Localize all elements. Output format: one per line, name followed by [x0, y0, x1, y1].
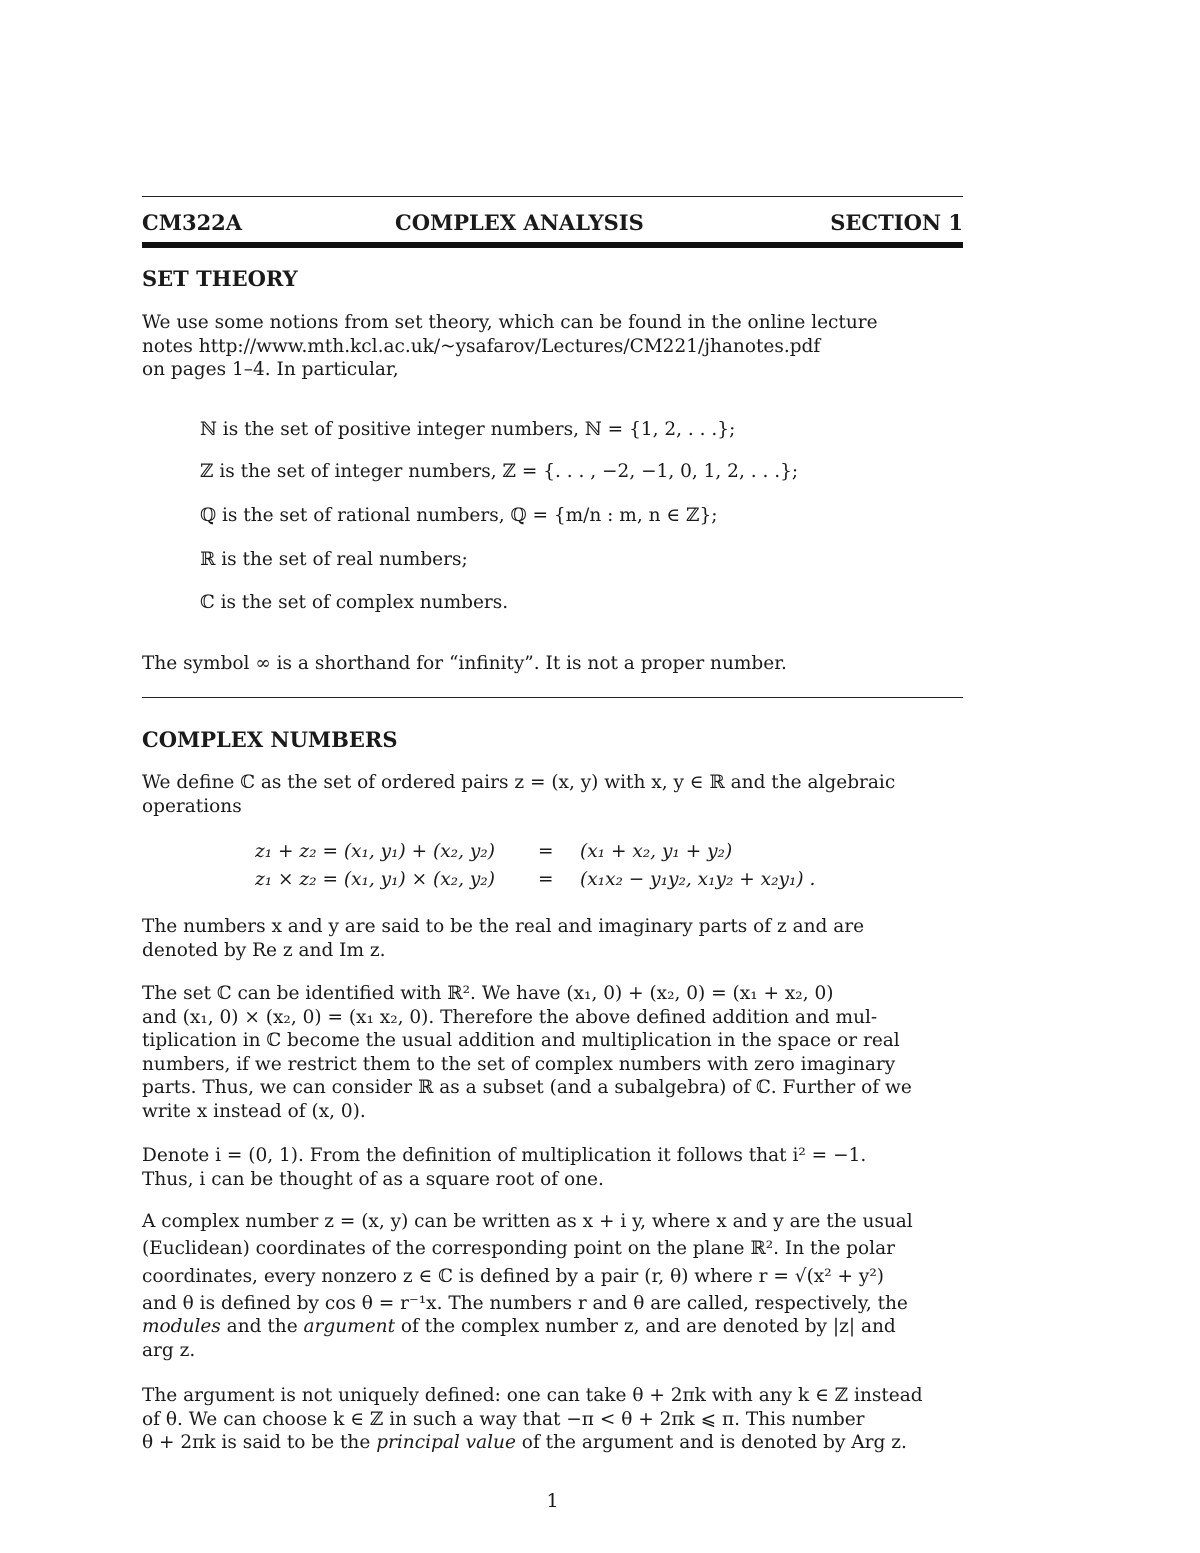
identification-line: and (x₁, 0) × (x₂, 0) = (x₁ x₂, 0). Therefore the above defined addition and mul- — [142, 1006, 878, 1028]
equals-sign: = — [538, 841, 554, 862]
argument-paragraph — [142, 1384, 963, 1455]
course-code: CM322A — [142, 210, 243, 235]
imaginary-unit-line: Denote i = (0, 1). From the definition of multiplication it follows that i² = −1. — [142, 1145, 867, 1166]
section-divider — [142, 697, 963, 698]
infinity-note: The symbol ∞ is a shorthand for “infinity”. It is not a proper number. — [142, 653, 787, 674]
complex-numbers-heading: COMPLEX NUMBERS — [142, 727, 398, 752]
page-number: 1 — [546, 1490, 559, 1512]
header-rule — [142, 242, 963, 248]
complex-definition — [142, 771, 963, 818]
polar-text: of the complex number z, and are denoted by |z| and — [395, 1316, 896, 1337]
principal-value-term: principal value — [376, 1432, 516, 1453]
equals-sign: = — [538, 869, 554, 890]
multiplication-lhs: z₁ × z₂ = (x₁, y₁) × (x₂, y₂) — [255, 869, 495, 890]
identification-line: numbers, if we restrict them to the set of complex numbers with zero imaginary — [142, 1053, 896, 1075]
page-header — [142, 210, 963, 240]
intro-line: on pages 1–4. In particular, — [142, 359, 399, 380]
argument-line: of θ. We can choose k ∈ ℤ in such a way that −π < θ + 2πk ⩽ π. This number — [142, 1408, 865, 1430]
addition-rhs: (x₁ + x₂, y₁ + y₂) — [580, 841, 733, 862]
polar-text: and the — [220, 1316, 304, 1337]
identification-paragraph — [142, 982, 963, 1123]
polar-paragraph — [142, 1210, 963, 1362]
modules-term: modules — [142, 1316, 221, 1337]
set-item-reals: ℝ is the set of real numbers; — [200, 549, 468, 570]
course-title: COMPLEX ANALYSIS — [395, 210, 644, 235]
argument-line: The argument is not uniquely defined: one can take θ + 2πk with any k ∈ ℤ instead — [142, 1385, 923, 1406]
parts-line: The numbers x and y are said to be the real and imaginary parts of z and are — [142, 916, 865, 937]
parts-line: denoted by Re z and Im z. — [142, 939, 386, 961]
identification-line: parts. Thus, we can consider ℝ as a subset (and a subalgebra) of ℂ. Further of we — [142, 1077, 912, 1098]
set-item-complex: ℂ is the set of complex numbers. — [200, 592, 509, 613]
imaginary-unit-line: Thus, i can be thought of as a square root of one. — [142, 1168, 604, 1190]
intro-line: We use some notions from set theory, which can be found in the online lecture — [142, 312, 878, 333]
intro-link-line: notes http://www.mth.kcl.ac.uk/~ysafarov/Lectures/CM221/jhanotes.pdf — [142, 335, 821, 357]
polar-line: (Euclidean) coordinates of the corresponding point on the plane ℝ². In the polar — [142, 1237, 895, 1259]
set-theory-intro — [142, 311, 963, 382]
identification-line: write x instead of (x, 0). — [142, 1100, 366, 1122]
set-item-integers: ℤ is the set of integer numbers, ℤ = {. . . , −2, −1, 0, 1, 2, . . .}; — [200, 461, 799, 482]
argument-text: θ + 2πk is said to be the — [142, 1432, 377, 1453]
set-theory-heading: SET THEORY — [142, 266, 298, 291]
identification-line: tiplication in ℂ become the usual addition and multiplication in the space or real — [142, 1030, 900, 1051]
polar-line: arg z. — [142, 1339, 196, 1361]
polar-line: coordinates, every nonzero z ∈ ℂ is defined by a pair (r, θ) where r = √(x² + y²) — [142, 1266, 884, 1287]
set-item-naturals: ℕ is the set of positive integer numbers, ℕ = {1, 2, . . .}; — [200, 419, 736, 440]
identification-line: The set ℂ can be identified with ℝ². We have (x₁, 0) + (x₂, 0) = (x₁ + x₂, 0) — [142, 983, 834, 1004]
multiplication-rhs: (x₁x₂ − y₁y₂, x₁y₂ + x₂y₁) . — [580, 869, 816, 890]
polar-line — [142, 1315, 963, 1339]
definition-line: operations — [142, 795, 242, 817]
real-imag-parts — [142, 915, 963, 962]
polar-line: and θ is defined by cos θ = r⁻¹x. The numbers r and θ are called, respectively, the — [142, 1292, 908, 1314]
definition-line: We define ℂ as the set of ordered pairs z = (x, y) with x, y ∈ ℝ and the algebraic — [142, 772, 896, 793]
imaginary-unit-paragraph — [142, 1144, 963, 1191]
argument-term: argument — [303, 1316, 396, 1337]
addition-lhs: z₁ + z₂ = (x₁, y₁) + (x₂, y₂) — [255, 841, 495, 862]
argument-text: of the argument and is denoted by Arg z. — [515, 1432, 907, 1453]
set-item-rationals: ℚ is the set of rational numbers, ℚ = {m/n : m, n ∈ ℤ}; — [200, 505, 718, 526]
section-label: SECTION 1 — [830, 210, 963, 235]
polar-line: A complex number z = (x, y) can be written as x + i y, where x and y are the usual — [142, 1211, 913, 1232]
top-rule — [142, 196, 963, 197]
argument-line — [142, 1431, 963, 1455]
